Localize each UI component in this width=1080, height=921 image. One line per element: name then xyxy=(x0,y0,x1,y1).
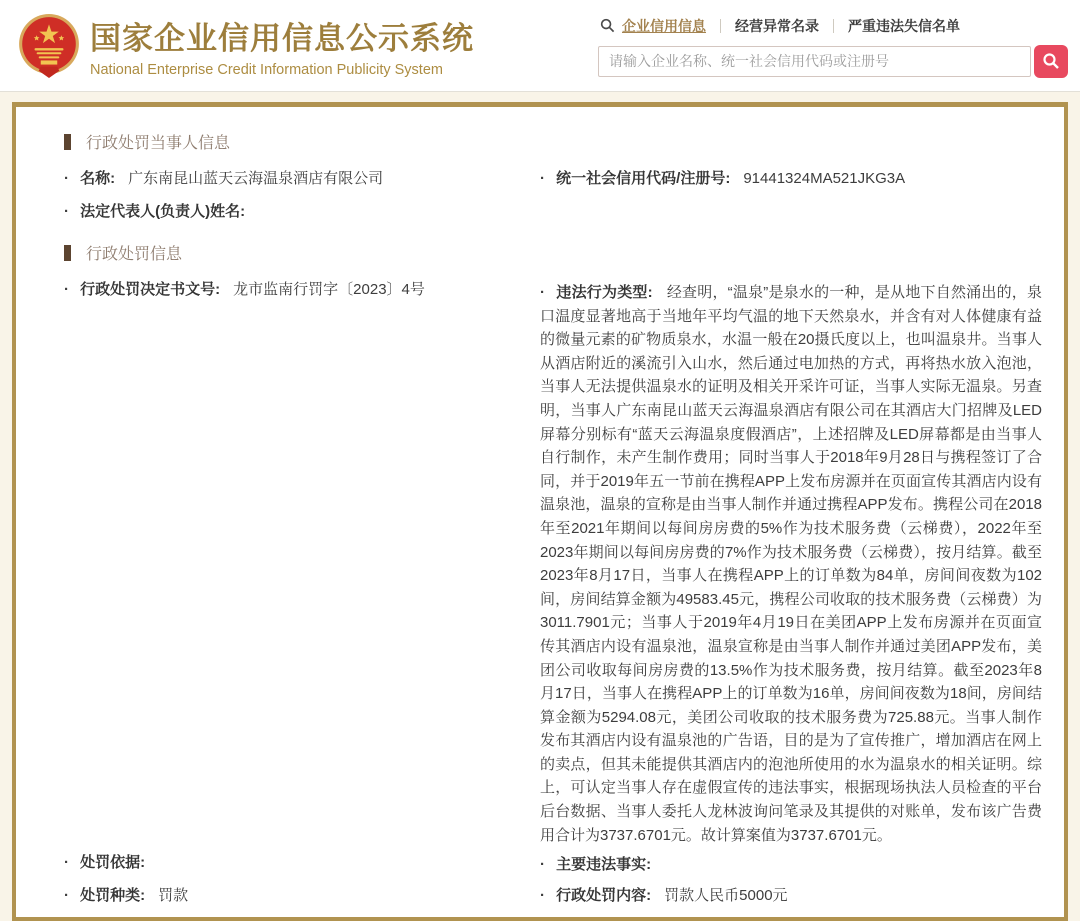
field-violation-type: · 违法行为类型: 经查明，“温泉”是泉水的一种，是从地下自然涌出的，泉口温度显著地高于当地年平均气温的地下天然泉水，并含有对人体健康有益的微量元素的矿物质泉水，水温一般在20摄氏度以上，也叫温泉井。当事人从酒店附近的溪流引入山水，然后通过电加热的方式，再将热水放入泡池，当事人无法提供温泉水的证明及相关开采许可证，当事人实际无温泉。另查明，当事人广东南昆山蓝天云海温泉酒店有限公司在其酒店大门招牌及LED屏幕分别标有“蓝天云海温泉度假酒店”，上述招牌及LED屏幕都是由当事人自行制作，未产生制作费用；同时当事人于2018年9月28日与携程签订了合同，并于2019年五一节前在携程APP上发布房源并在页面宣传其酒店内设有温泉池，温泉的宣称是由当事人制作并通过携程APP发布。携程公司在2018年至2021年期间以每间房房费的5%作为技术服务费（云梯费），2022年至2023年期间以每间房房费的7%作为技术服务费（云梯费），按月结算。截至2023年8月17日，当事人在携程APP上的订单数为84单，房间间夜数为102间，房间结算金额为49583.45元，携程公司收取的技术服务费（云梯费）为3011.7901元；当事人于2019年4月19日在美团APP上发布房源并在页面宣传其酒店内设有温泉池，温泉宣称是由当事人制作并通过美团APP发布，美团公司收取每间房房费的13.5%作为技术服务费，按月结算。截至2023年8月17日，当事人在携程APP上的订单数为16单，房间间夜数为18间，房间结算金额为5294.08元，美团公司收取的技术服务费为725.88元。当事人制作发布其酒店内设有温泉池的广告语，目的是为了宣传推广，增加酒店在网上的卖点，但其未能提供其酒店内的泡池所使用的水为温泉水的相关证明。综上，可认定当事人存在虚假宣传的违法事实，根据现场执法人员检查的平台后台数据、当事人委托人龙林波询问笔录及其提供的对账单，发布该广告费用合计为3737.6701元。故计算案值为3737.6701元。 xyxy=(540,281,1042,847)
field-legal-representative: · 法定代表人(负责人)姓名: xyxy=(64,203,540,221)
field-main-illegal-facts: · 主要违法事实: xyxy=(540,856,1042,874)
site-header xyxy=(0,0,1080,92)
penalty-detail-panel xyxy=(12,102,1068,921)
nav-abnormal-operations-list[interactable]: 经营异常名录 xyxy=(735,17,819,34)
nav-divider xyxy=(833,19,834,33)
national-emblem-logo xyxy=(16,13,82,79)
search-button[interactable] xyxy=(1034,45,1068,78)
brand xyxy=(16,13,474,79)
section-party-title: 行政处罚当事人信息 xyxy=(86,135,231,152)
field-company-name: · 名称: 广东南昆山蓝天云海温泉酒店有限公司 xyxy=(64,170,540,188)
header-right xyxy=(598,14,1068,78)
party-right-column xyxy=(540,170,1042,236)
nav-divider xyxy=(720,19,721,33)
penalty-left-column xyxy=(64,281,540,905)
field-penalty-basis: · 处罚依据: xyxy=(64,854,540,872)
penalty-info-grid xyxy=(64,281,1042,905)
party-info-grid xyxy=(64,170,1042,236)
section-party-info xyxy=(64,130,1042,153)
penalty-right-column xyxy=(540,281,1042,905)
header-nav xyxy=(600,16,1068,36)
section-marker-bar xyxy=(64,245,71,261)
field-penalty-content: · 行政处罚内容: 罚款人民币5000元 xyxy=(540,887,1042,905)
nav-serious-violation-list[interactable]: 严重违法失信名单 xyxy=(848,17,960,34)
party-left-column xyxy=(64,170,540,236)
section-marker-bar xyxy=(64,134,71,150)
site-title: 国家企业信用信息公示系统 xyxy=(90,21,474,56)
nav-enterprise-credit-info[interactable]: 企业信用信息 xyxy=(622,17,706,34)
search-bar xyxy=(598,45,1068,78)
search-button-icon xyxy=(1042,52,1060,70)
search-input[interactable] xyxy=(598,46,1031,77)
search-icon xyxy=(600,18,615,33)
penalty-left-bottom-group xyxy=(64,854,540,905)
section-penalty-info xyxy=(64,241,1042,264)
section-penalty-title: 行政处罚信息 xyxy=(86,246,183,263)
site-subtitle: National Enterprise Credit Information Publicity System xyxy=(90,62,443,78)
brand-titles xyxy=(90,13,474,78)
field-penalty-type: · 处罚种类: 罚款 xyxy=(64,887,540,905)
field-decision-doc-number: · 行政处罚决定书文号: 龙市监南行罚字〔2023〕4号 xyxy=(64,281,540,299)
field-credit-code: · 统一社会信用代码/注册号: 91441324MA521JKG3A xyxy=(540,170,1042,188)
